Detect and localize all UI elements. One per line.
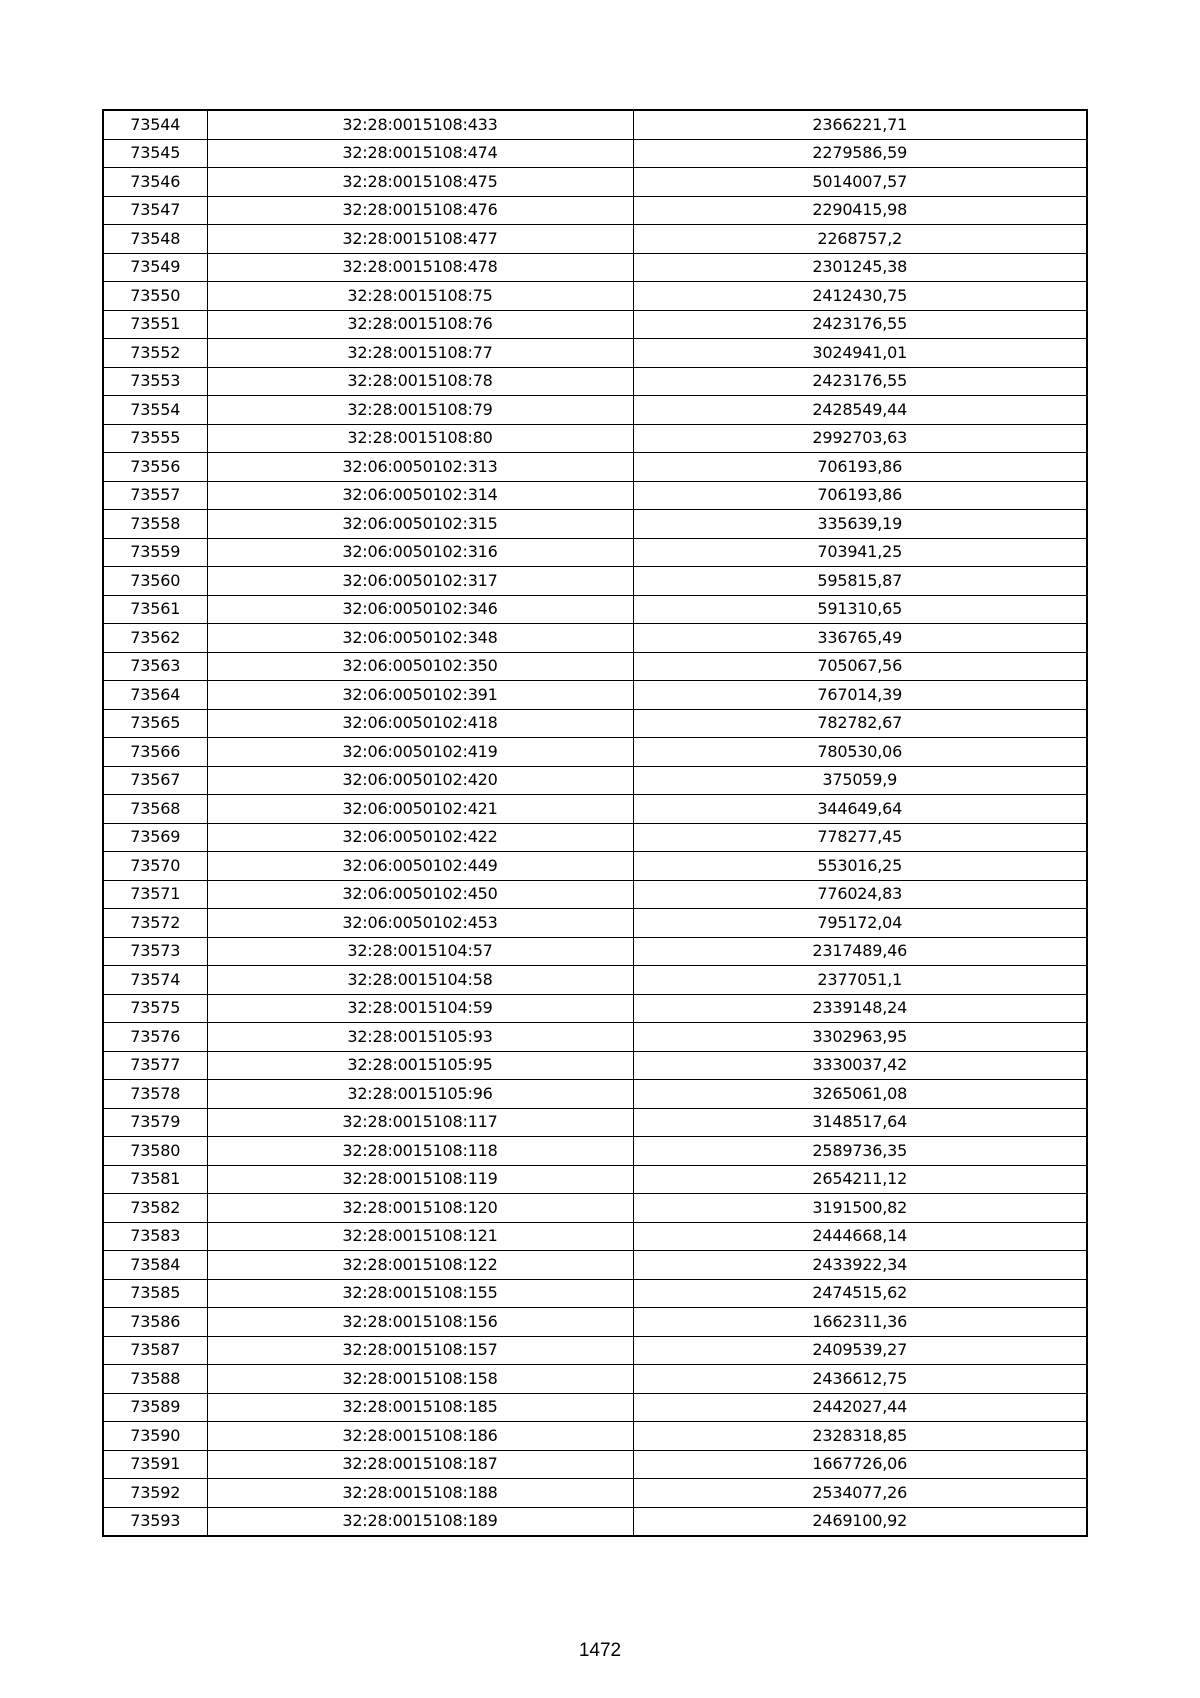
row-number-cell: 73549 <box>103 253 207 282</box>
cadastral-number-cell: 32:28:0015108:189 <box>207 1507 633 1536</box>
table-row <box>103 595 1087 624</box>
table-row <box>103 453 1087 482</box>
page-number: 1472 <box>578 1640 622 1661</box>
table-row <box>103 1194 1087 1223</box>
cadastral-number-cell: 32:28:0015105:96 <box>207 1080 633 1109</box>
table-row <box>103 1137 1087 1166</box>
row-number-cell: 73587 <box>103 1336 207 1365</box>
table-row <box>103 196 1087 225</box>
cadastral-number-cell: 32:28:0015108:474 <box>207 139 633 168</box>
data-table <box>102 109 1088 1537</box>
cadastral-number-cell: 32:06:0050102:346 <box>207 595 633 624</box>
value-cell: 2339148,24 <box>633 994 1087 1023</box>
row-number-cell: 73562 <box>103 624 207 653</box>
cadastral-number-cell: 32:06:0050102:315 <box>207 510 633 539</box>
table-row <box>103 1450 1087 1479</box>
row-number-cell: 73557 <box>103 481 207 510</box>
table-row <box>103 424 1087 453</box>
cadastral-number-cell: 32:06:0050102:348 <box>207 624 633 653</box>
table-row <box>103 1279 1087 1308</box>
table-row <box>103 396 1087 425</box>
value-cell: 2474515,62 <box>633 1279 1087 1308</box>
table-row <box>103 510 1087 539</box>
row-number-cell: 73566 <box>103 738 207 767</box>
value-cell: 2442027,44 <box>633 1393 1087 1422</box>
value-cell: 335639,19 <box>633 510 1087 539</box>
value-cell: 553016,25 <box>633 852 1087 881</box>
value-cell: 591310,65 <box>633 595 1087 624</box>
table-row <box>103 1108 1087 1137</box>
cadastral-number-cell: 32:06:0050102:421 <box>207 795 633 824</box>
value-cell: 2423176,55 <box>633 367 1087 396</box>
cadastral-number-cell: 32:06:0050102:450 <box>207 880 633 909</box>
row-number-cell: 73547 <box>103 196 207 225</box>
cadastral-number-cell: 32:28:0015108:155 <box>207 1279 633 1308</box>
row-number-cell: 73561 <box>103 595 207 624</box>
table-row <box>103 1165 1087 1194</box>
value-cell: 703941,25 <box>633 538 1087 567</box>
table-row <box>103 339 1087 368</box>
row-number-cell: 73573 <box>103 937 207 966</box>
row-number-cell: 73584 <box>103 1251 207 1280</box>
value-cell: 375059,9 <box>633 766 1087 795</box>
value-cell: 2301245,38 <box>633 253 1087 282</box>
cadastral-number-cell: 32:28:0015108:78 <box>207 367 633 396</box>
table-row <box>103 738 1087 767</box>
cadastral-number-cell: 32:06:0050102:420 <box>207 766 633 795</box>
row-number-cell: 73552 <box>103 339 207 368</box>
value-cell: 782782,67 <box>633 709 1087 738</box>
row-number-cell: 73579 <box>103 1108 207 1137</box>
cadastral-number-cell: 32:28:0015108:121 <box>207 1222 633 1251</box>
table-row <box>103 567 1087 596</box>
row-number-cell: 73553 <box>103 367 207 396</box>
row-number-cell: 73571 <box>103 880 207 909</box>
cadastral-number-cell: 32:06:0050102:419 <box>207 738 633 767</box>
value-cell: 706193,86 <box>633 481 1087 510</box>
value-cell: 767014,39 <box>633 681 1087 710</box>
table-row <box>103 282 1087 311</box>
table-row <box>103 225 1087 254</box>
table-row <box>103 1479 1087 1508</box>
table-row <box>103 681 1087 710</box>
table-row <box>103 1080 1087 1109</box>
table-row <box>103 966 1087 995</box>
cadastral-number-cell: 32:28:0015104:57 <box>207 937 633 966</box>
row-number-cell: 73568 <box>103 795 207 824</box>
value-cell: 344649,64 <box>633 795 1087 824</box>
row-number-cell: 73592 <box>103 1479 207 1508</box>
value-cell: 3330037,42 <box>633 1051 1087 1080</box>
value-cell: 2444668,14 <box>633 1222 1087 1251</box>
cadastral-number-cell: 32:28:0015108:119 <box>207 1165 633 1194</box>
cadastral-number-cell: 32:28:0015108:185 <box>207 1393 633 1422</box>
row-number-cell: 73580 <box>103 1137 207 1166</box>
cadastral-number-cell: 32:28:0015104:59 <box>207 994 633 1023</box>
value-cell: 2328318,85 <box>633 1422 1087 1451</box>
table-row <box>103 937 1087 966</box>
table-row <box>103 481 1087 510</box>
cadastral-number-cell: 32:28:0015108:158 <box>207 1365 633 1394</box>
cadastral-number-cell: 32:28:0015108:75 <box>207 282 633 311</box>
table-row <box>103 652 1087 681</box>
row-number-cell: 73576 <box>103 1023 207 1052</box>
table-row <box>103 1365 1087 1394</box>
row-number-cell: 73559 <box>103 538 207 567</box>
value-cell: 2423176,55 <box>633 310 1087 339</box>
table-row <box>103 1251 1087 1280</box>
value-cell: 2268757,2 <box>633 225 1087 254</box>
table-row <box>103 1023 1087 1052</box>
value-cell: 2377051,1 <box>633 966 1087 995</box>
row-number-cell: 73564 <box>103 681 207 710</box>
cadastral-number-cell: 32:28:0015108:433 <box>207 110 633 139</box>
cadastral-number-cell: 32:28:0015108:118 <box>207 1137 633 1166</box>
cadastral-number-cell: 32:28:0015104:58 <box>207 966 633 995</box>
value-cell: 1662311,36 <box>633 1308 1087 1337</box>
table-row <box>103 852 1087 881</box>
cadastral-number-cell: 32:06:0050102:422 <box>207 823 633 852</box>
table-row <box>103 909 1087 938</box>
row-number-cell: 73585 <box>103 1279 207 1308</box>
row-number-cell: 73563 <box>103 652 207 681</box>
table-row <box>103 1308 1087 1337</box>
row-number-cell: 73548 <box>103 225 207 254</box>
table-row <box>103 1336 1087 1365</box>
row-number-cell: 73588 <box>103 1365 207 1394</box>
table-row <box>103 1507 1087 1536</box>
table-row <box>103 795 1087 824</box>
value-cell: 2589736,35 <box>633 1137 1087 1166</box>
row-number-cell: 73551 <box>103 310 207 339</box>
value-cell: 2412430,75 <box>633 282 1087 311</box>
row-number-cell: 73560 <box>103 567 207 596</box>
cadastral-number-cell: 32:28:0015105:93 <box>207 1023 633 1052</box>
cadastral-number-cell: 32:28:0015108:157 <box>207 1336 633 1365</box>
cadastral-number-cell: 32:06:0050102:418 <box>207 709 633 738</box>
value-cell: 795172,04 <box>633 909 1087 938</box>
value-cell: 2436612,75 <box>633 1365 1087 1394</box>
value-cell: 3191500,82 <box>633 1194 1087 1223</box>
cadastral-number-cell: 32:06:0050102:453 <box>207 909 633 938</box>
row-number-cell: 73581 <box>103 1165 207 1194</box>
row-number-cell: 73586 <box>103 1308 207 1337</box>
cadastral-number-cell: 32:28:0015108:475 <box>207 168 633 197</box>
table-row <box>103 367 1087 396</box>
value-cell: 705067,56 <box>633 652 1087 681</box>
value-cell: 336765,49 <box>633 624 1087 653</box>
row-number-cell: 73583 <box>103 1222 207 1251</box>
value-cell: 2279586,59 <box>633 139 1087 168</box>
row-number-cell: 73544 <box>103 110 207 139</box>
row-number-cell: 73578 <box>103 1080 207 1109</box>
value-cell: 2654211,12 <box>633 1165 1087 1194</box>
value-cell: 595815,87 <box>633 567 1087 596</box>
row-number-cell: 73582 <box>103 1194 207 1223</box>
table-row <box>103 766 1087 795</box>
value-cell: 780530,06 <box>633 738 1087 767</box>
table-row <box>103 709 1087 738</box>
value-cell: 2469100,92 <box>633 1507 1087 1536</box>
table-body <box>103 110 1087 1536</box>
value-cell: 706193,86 <box>633 453 1087 482</box>
row-number-cell: 73554 <box>103 396 207 425</box>
table-row <box>103 1222 1087 1251</box>
value-cell: 2409539,27 <box>633 1336 1087 1365</box>
table-row <box>103 1051 1087 1080</box>
cadastral-number-cell: 32:28:0015108:188 <box>207 1479 633 1508</box>
cadastral-number-cell: 32:06:0050102:449 <box>207 852 633 881</box>
cadastral-number-cell: 32:28:0015108:186 <box>207 1422 633 1451</box>
cadastral-number-cell: 32:28:0015108:77 <box>207 339 633 368</box>
value-cell: 2428549,44 <box>633 396 1087 425</box>
value-cell: 2290415,98 <box>633 196 1087 225</box>
row-number-cell: 73591 <box>103 1450 207 1479</box>
value-cell: 3302963,95 <box>633 1023 1087 1052</box>
cadastral-number-cell: 32:06:0050102:391 <box>207 681 633 710</box>
table-row <box>103 1393 1087 1422</box>
value-cell: 2992703,63 <box>633 424 1087 453</box>
cadastral-number-cell: 32:28:0015108:122 <box>207 1251 633 1280</box>
row-number-cell: 73575 <box>103 994 207 1023</box>
table-row <box>103 168 1087 197</box>
cadastral-number-cell: 32:28:0015108:79 <box>207 396 633 425</box>
cadastral-number-cell: 32:28:0015108:156 <box>207 1308 633 1337</box>
row-number-cell: 73550 <box>103 282 207 311</box>
row-number-cell: 73590 <box>103 1422 207 1451</box>
row-number-cell: 73572 <box>103 909 207 938</box>
cadastral-number-cell: 32:28:0015108:477 <box>207 225 633 254</box>
row-number-cell: 73577 <box>103 1051 207 1080</box>
value-cell: 2433922,34 <box>633 1251 1087 1280</box>
cadastral-number-cell: 32:28:0015105:95 <box>207 1051 633 1080</box>
value-cell: 3148517,64 <box>633 1108 1087 1137</box>
table-row <box>103 110 1087 139</box>
table-row <box>103 624 1087 653</box>
row-number-cell: 73558 <box>103 510 207 539</box>
cadastral-number-cell: 32:28:0015108:476 <box>207 196 633 225</box>
table-row <box>103 880 1087 909</box>
value-cell: 2366221,71 <box>633 110 1087 139</box>
cadastral-number-cell: 32:28:0015108:478 <box>207 253 633 282</box>
cadastral-number-cell: 32:28:0015108:117 <box>207 1108 633 1137</box>
cadastral-number-cell: 32:28:0015108:187 <box>207 1450 633 1479</box>
table-row <box>103 1422 1087 1451</box>
row-number-cell: 73589 <box>103 1393 207 1422</box>
cadastral-number-cell: 32:06:0050102:314 <box>207 481 633 510</box>
cadastral-number-cell: 32:28:0015108:80 <box>207 424 633 453</box>
row-number-cell: 73565 <box>103 709 207 738</box>
row-number-cell: 73574 <box>103 966 207 995</box>
value-cell: 2317489,46 <box>633 937 1087 966</box>
cadastral-number-cell: 32:06:0050102:316 <box>207 538 633 567</box>
value-cell: 2534077,26 <box>633 1479 1087 1508</box>
table-row <box>103 139 1087 168</box>
value-cell: 5014007,57 <box>633 168 1087 197</box>
row-number-cell: 73545 <box>103 139 207 168</box>
cadastral-number-cell: 32:06:0050102:350 <box>207 652 633 681</box>
row-number-cell: 73555 <box>103 424 207 453</box>
row-number-cell: 73556 <box>103 453 207 482</box>
value-cell: 3265061,08 <box>633 1080 1087 1109</box>
table-row <box>103 994 1087 1023</box>
table-row <box>103 538 1087 567</box>
row-number-cell: 73593 <box>103 1507 207 1536</box>
cadastral-number-cell: 32:28:0015108:120 <box>207 1194 633 1223</box>
row-number-cell: 73570 <box>103 852 207 881</box>
row-number-cell: 73569 <box>103 823 207 852</box>
cadastral-number-cell: 32:06:0050102:317 <box>207 567 633 596</box>
cadastral-number-cell: 32:28:0015108:76 <box>207 310 633 339</box>
value-cell: 1667726,06 <box>633 1450 1087 1479</box>
row-number-cell: 73567 <box>103 766 207 795</box>
value-cell: 778277,45 <box>633 823 1087 852</box>
cadastral-number-cell: 32:06:0050102:313 <box>207 453 633 482</box>
table-row <box>103 823 1087 852</box>
value-cell: 3024941,01 <box>633 339 1087 368</box>
value-cell: 776024,83 <box>633 880 1087 909</box>
table-row <box>103 253 1087 282</box>
row-number-cell: 73546 <box>103 168 207 197</box>
table-row <box>103 310 1087 339</box>
